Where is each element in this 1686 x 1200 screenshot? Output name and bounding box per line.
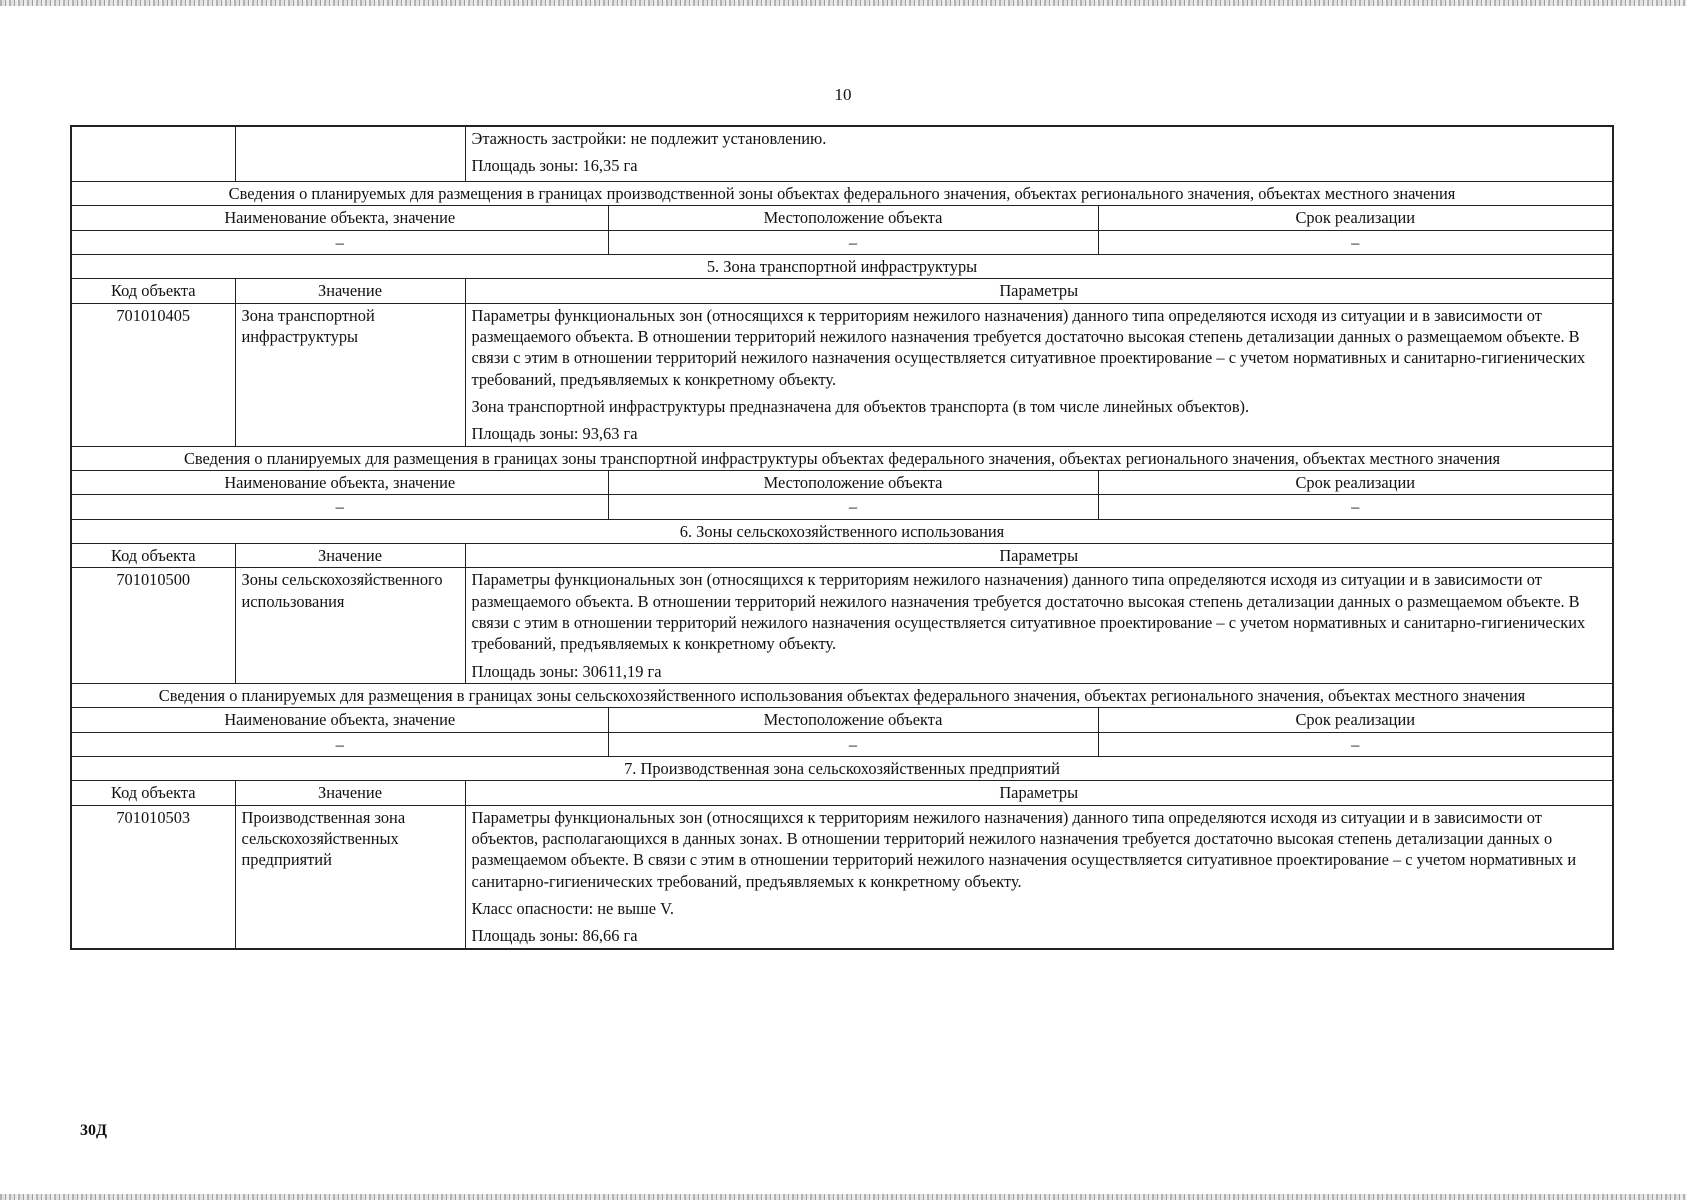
hazard-class-text: Класс опасности: не выше V. bbox=[471, 898, 674, 918]
dash-cell: – bbox=[71, 732, 608, 756]
col-object-name: Наименование объекта, значение bbox=[71, 708, 608, 732]
dash-cell: – bbox=[608, 732, 1098, 756]
zone-title: 5. Зона транспортной инфраструктуры bbox=[71, 254, 1613, 278]
dash-cell: – bbox=[1098, 495, 1613, 519]
info-header: Сведения о планируемых для размещения в границах зоны транспортной инфраструктуры объектах федерального значения, объектах регионального значения, объектах местного значения bbox=[71, 446, 1613, 470]
area-text: Площадь зоны: 93,63 га bbox=[471, 424, 638, 444]
table-row bbox=[71, 519, 1613, 543]
object-meaning: Зона транспортной инфраструктуры bbox=[235, 303, 465, 446]
col-meaning: Значение bbox=[235, 781, 465, 805]
col-params: Параметры bbox=[465, 279, 1613, 303]
table-row bbox=[71, 732, 1613, 756]
area-text: Площадь зоны: 16,35 га bbox=[471, 156, 638, 176]
col-object-name: Наименование объекта, значение bbox=[71, 470, 608, 494]
params-text: Параметры функциональных зон (относящихся к территориям нежилого назначения) данного типа определяются исходя из ситуации и в зависимости от объектов, располагающихся в данных зонах. В отношении территорий нежилого назначения требуется достаточно высокая степень детализации данных о размещаемом объекте. В связи с этим в отношении территорий нежилого назначения осуществляется ситуативное проектирование – с учетом нормативных и санитарно-гигиенических требований, предъявляемых к конкретному объекту. bbox=[471, 807, 1577, 891]
col-meaning: Значение bbox=[235, 543, 465, 567]
col-location: Местоположение объекта bbox=[608, 708, 1098, 732]
col-term: Срок реализации bbox=[1098, 708, 1613, 732]
col-params: Параметры bbox=[465, 781, 1613, 805]
table-row bbox=[71, 230, 1613, 254]
params-cell bbox=[465, 303, 1613, 446]
dash-cell: – bbox=[71, 230, 608, 254]
table-row bbox=[71, 708, 1613, 732]
col-location: Местоположение объекта bbox=[608, 206, 1098, 230]
col-code: Код объекта bbox=[71, 781, 235, 805]
object-meaning: Производственная зона сельскохозяйственных предприятий bbox=[235, 805, 465, 948]
object-code: 701010405 bbox=[71, 303, 235, 446]
dash-cell: – bbox=[608, 230, 1098, 254]
params-cell bbox=[465, 568, 1613, 684]
params-text: Параметры функциональных зон (относящихся к территориям нежилого назначения) данного типа определяются исходя из ситуации и в зависимости от размещаемого объекта. В отношении территорий нежилого назначения требуется достаточно высокая степень детализации данных о размещаемом объекте. В связи с этим в отношении территорий нежилого назначения осуществляется ситуативное проектирование – с учетом нормативных и санитарно-гигиенических требований, предъявляемых к конкретному объекту. bbox=[471, 305, 1586, 389]
object-code: 701010503 bbox=[71, 805, 235, 948]
col-code: Код объекта bbox=[71, 279, 235, 303]
params-text: Зона транспортной инфраструктуры предназначена для объектов транспорта (в том числе линейных объектов). bbox=[471, 396, 1250, 416]
scan-edge-top bbox=[0, 0, 1686, 6]
col-code: Код объекта bbox=[71, 543, 235, 567]
table-row bbox=[71, 805, 1613, 948]
dash-cell: – bbox=[71, 495, 608, 519]
dash-cell: – bbox=[1098, 732, 1613, 756]
object-meaning: Зоны сельскохозяйственного использования bbox=[235, 568, 465, 684]
zone-title: 7. Производственная зона сельскохозяйственных предприятий bbox=[71, 756, 1613, 780]
table-row bbox=[71, 470, 1613, 494]
table-row bbox=[71, 303, 1613, 446]
params-cell bbox=[465, 126, 1613, 182]
col-object-name: Наименование объекта, значение bbox=[71, 206, 608, 230]
col-term: Срок реализации bbox=[1098, 206, 1613, 230]
params-cell bbox=[465, 805, 1613, 948]
table-row bbox=[71, 756, 1613, 780]
empty-meaning-cell bbox=[235, 126, 465, 182]
empty-code-cell bbox=[71, 126, 235, 182]
params-text: Параметры функциональных зон (относящихся к территориям нежилого назначения) данного типа определяются исходя из ситуации и в зависимости от размещаемого объекта. В отношении территорий нежилого назначения требуется достаточно высокая степень детализации данных о размещаемом объекте. В связи с этим в отношении территорий нежилого назначения осуществляется ситуативное проектирование – с учетом нормативных и санитарно-гигиенических требований, предъявляемых к конкретному объекту. bbox=[471, 570, 1586, 654]
table-row bbox=[71, 683, 1613, 707]
table-row bbox=[71, 543, 1613, 567]
floors-text: Этажность застройки: не подлежит установлению. bbox=[471, 129, 827, 148]
area-text: Площадь зоны: 86,66 га bbox=[471, 926, 638, 946]
page-number: 10 bbox=[834, 85, 852, 104]
info-header: Сведения о планируемых для размещения в границах производственной зоны объектах федерального значения, объектах регионального значения, объектах местного значения bbox=[71, 182, 1613, 206]
col-term: Срок реализации bbox=[1098, 470, 1613, 494]
col-params: Параметры bbox=[465, 543, 1613, 567]
object-code: 701010500 bbox=[71, 568, 235, 684]
col-meaning: Значение bbox=[235, 279, 465, 303]
table-row bbox=[71, 182, 1613, 206]
table-row bbox=[71, 254, 1613, 278]
table-row bbox=[71, 568, 1613, 684]
table-row bbox=[71, 126, 1613, 182]
sheet-code: 30Д bbox=[80, 1122, 108, 1139]
col-location: Местоположение объекта bbox=[608, 470, 1098, 494]
table-row bbox=[71, 206, 1613, 230]
zone-title: 6. Зоны сельскохозяйственного использования bbox=[71, 519, 1613, 543]
info-header: Сведения о планируемых для размещения в границах зоны сельскохозяйственного использования объектах федерального значения, объектах регионального значения, объектах местного значения bbox=[71, 683, 1613, 707]
scan-edge-bottom bbox=[0, 1194, 1686, 1200]
table-row bbox=[71, 446, 1613, 470]
table-row bbox=[71, 781, 1613, 805]
dash-cell: – bbox=[1098, 230, 1613, 254]
table-row bbox=[71, 279, 1613, 303]
dash-cell: – bbox=[608, 495, 1098, 519]
zones-table bbox=[70, 125, 1614, 950]
table-row bbox=[71, 495, 1613, 519]
area-text: Площадь зоны: 30611,19 га bbox=[471, 661, 662, 681]
